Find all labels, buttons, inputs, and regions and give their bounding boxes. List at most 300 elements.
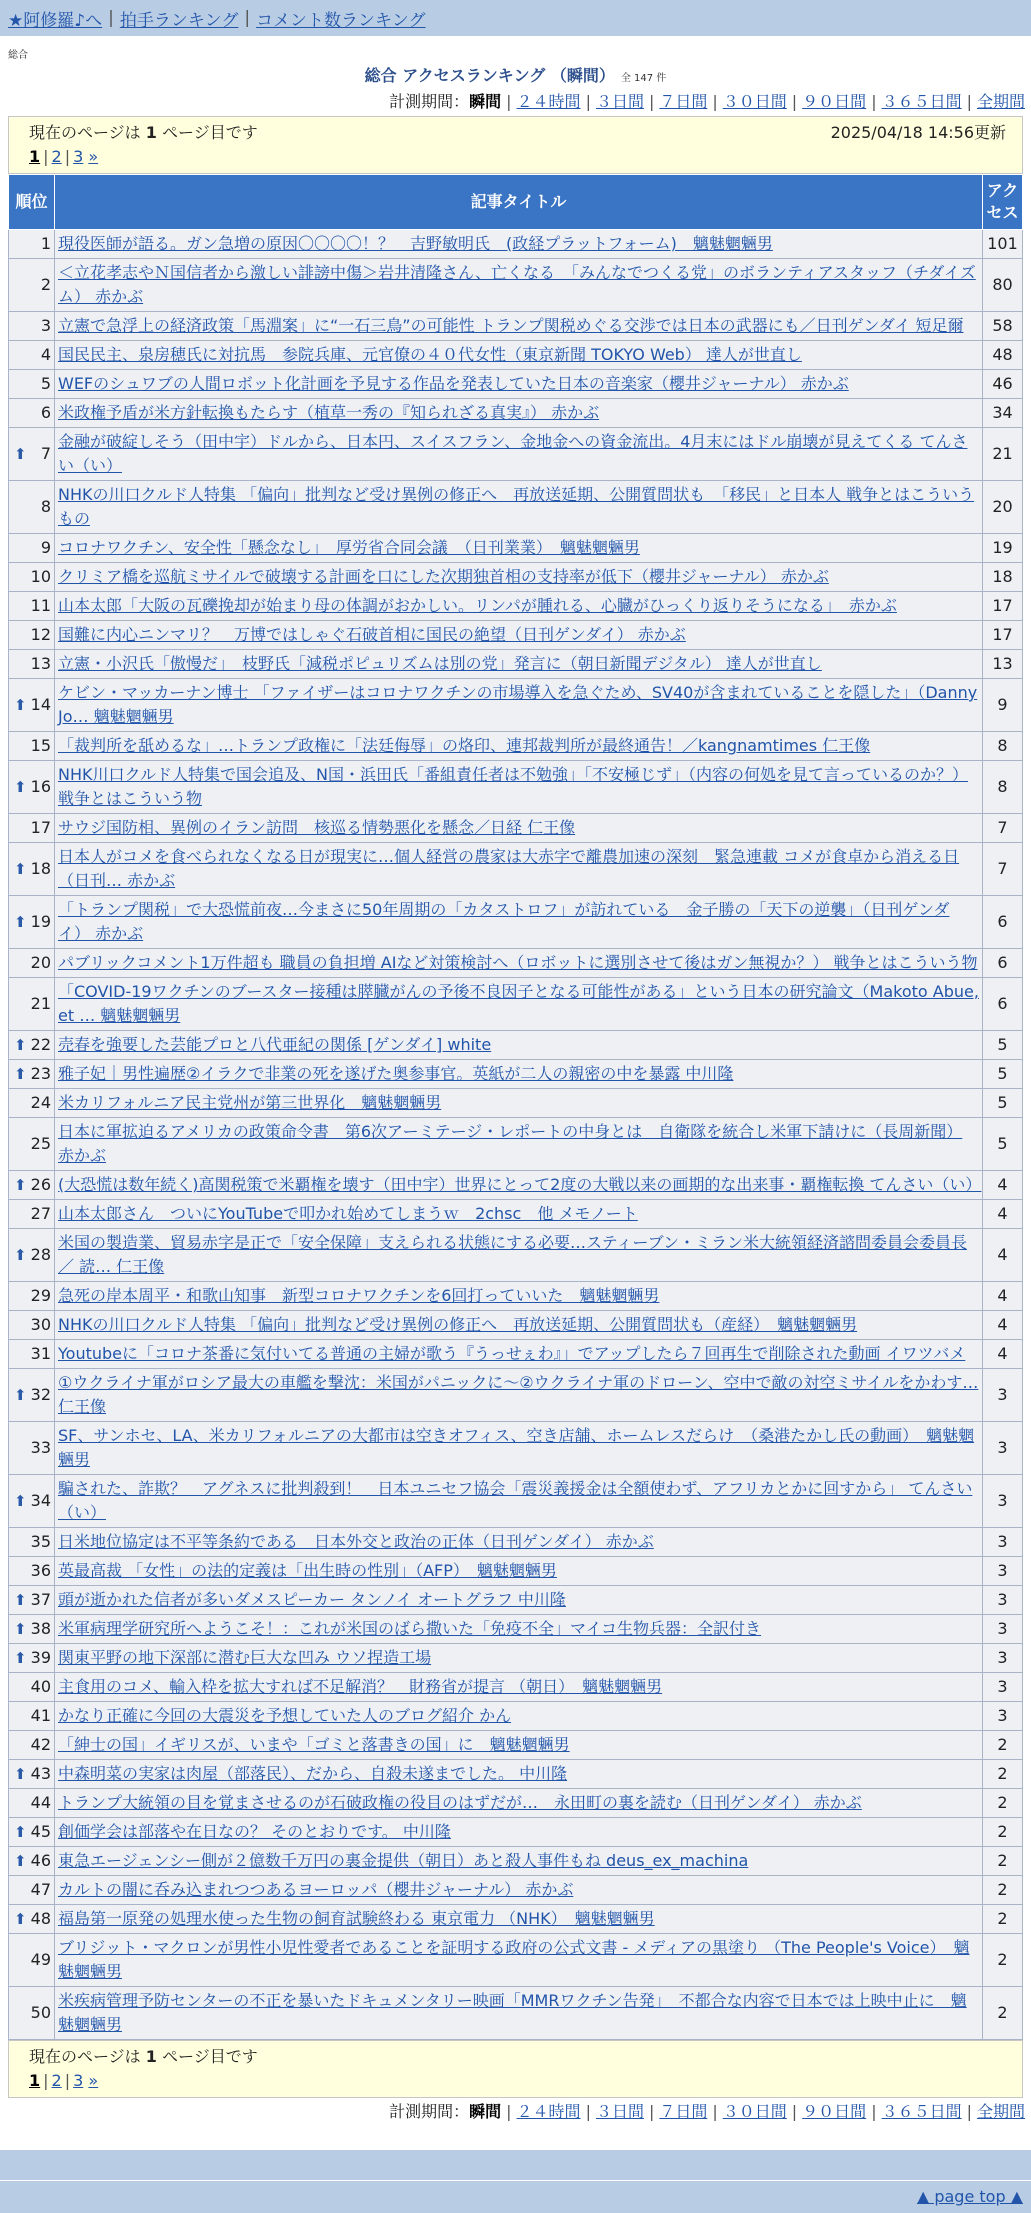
title-cell [55, 679, 983, 732]
up-arrow-icon: ⬆ [14, 860, 27, 878]
article-link[interactable]: WEFのシュワブの人間ロボット化計画を予見する作品を発表していた日本の音楽家（櫻井ジャーナル） 赤かぶ [58, 374, 849, 393]
title-cell [55, 428, 983, 481]
header-rank: 順位 [9, 175, 55, 230]
access-count: 2 [983, 1905, 1023, 1934]
table-row [9, 1118, 1023, 1171]
period-separator: | [506, 92, 512, 111]
rank-number: 35 [30, 1532, 51, 1551]
article-link[interactable]: 主食用のコメ、輸入枠を拡大すれば不足解消？ 財務省が提言 （朝日） 魑魅魍魎男 [58, 1677, 663, 1696]
rank-number: 24 [30, 1093, 51, 1112]
rank-number: 27 [30, 1204, 51, 1223]
period-separator: | [585, 2102, 591, 2121]
table-row [9, 1475, 1023, 1528]
article-link[interactable]: 関東平野の地下深部に潜む巨大な凹み ウソ捏造工場 [58, 1648, 432, 1667]
table-row [9, 534, 1023, 563]
title-cell [55, 1615, 983, 1644]
pager-page[interactable]: 2 [51, 2071, 62, 2090]
access-count: 2 [983, 1789, 1023, 1818]
rank-number: 34 [30, 1491, 51, 1510]
article-link[interactable]: 頭が逝かれた信者が多いダメスピーカー タンノイ オートグラフ 中川隆 [58, 1590, 566, 1609]
table-row [9, 1934, 1023, 1987]
page-info-bottom [8, 2040, 1023, 2098]
rank-number: 26 [30, 1175, 51, 1194]
rank-cell [9, 481, 55, 534]
period-label: 計測期間： [389, 92, 470, 111]
period-link[interactable]: ２４時間 [516, 2102, 581, 2121]
article-link[interactable]: 中森明菜の実家は肉屋（部落民）、だから、自殺未遂までした。 中川隆 [58, 1764, 568, 1783]
period-link[interactable]: ２４時間 [516, 92, 581, 111]
title-cell [55, 1171, 983, 1200]
pager-next[interactable]: » [88, 2071, 99, 2090]
rank-number: 50 [30, 2003, 51, 2022]
table-row [9, 679, 1023, 732]
access-count: 4 [983, 1340, 1023, 1369]
access-count: 7 [983, 814, 1023, 843]
period-separator: | [712, 92, 718, 111]
article-link[interactable]: 売春を強要した芸能プロと八代亜紀の関係 [ゲンダイ] white [58, 1035, 492, 1054]
article-link[interactable]: パブリックコメント1万件超も 職員の負担増 AIなど対策検討へ（ロボットに選別させて後はガン無視か？） 戦争とはこういう物 [58, 953, 978, 972]
rank-cell [9, 312, 55, 341]
access-count: 2 [983, 1760, 1023, 1789]
pager-page[interactable]: 3 [73, 2071, 84, 2090]
article-link[interactable]: 英最高裁 「女性」の法的定義は「出生時の性別」（AFP） 魑魅魍魎男 [58, 1561, 557, 1580]
table-row [9, 814, 1023, 843]
access-count: 3 [983, 1615, 1023, 1644]
table-row [9, 592, 1023, 621]
access-count: 21 [983, 428, 1023, 481]
rank-number: 48 [30, 1909, 51, 1928]
period-label: 計測期間： [389, 2102, 470, 2121]
article-link[interactable]: 現役医師が語る。ガン急増の原因〇〇〇〇！？ 吉野敏明氏 (政経プラットフォーム) 魑魅魍魎男 [58, 234, 773, 253]
table-row [9, 1789, 1023, 1818]
title-cell [55, 1789, 983, 1818]
period-selector-bottom [0, 2098, 1031, 2126]
article-link[interactable]: 「トランプ関税」で大恐慌前夜…今まさに50年周期の「カタストロフ」が訪れている 金子勝の「天下の逆襲」（日刊ゲンダイ） 赤かぶ [58, 900, 950, 943]
period-selector-top [0, 88, 1031, 116]
article-link[interactable]: 米カリフォルニア民主党州が第三世界化 魑魅魍魎男 [58, 1093, 442, 1112]
rank-number: 38 [30, 1619, 51, 1638]
period-link[interactable]: 全期間 [976, 2102, 1025, 2121]
access-count: 20 [983, 481, 1023, 534]
up-arrow-icon: ⬆ [14, 1852, 27, 1870]
rank-number: 30 [30, 1315, 51, 1334]
title-cell [55, 1586, 983, 1615]
table-row [9, 563, 1023, 592]
rank-cell [9, 1615, 55, 1644]
rank-cell [9, 341, 55, 370]
access-count: 3 [983, 1557, 1023, 1586]
period-link[interactable]: ３日間 [595, 92, 644, 111]
period-link[interactable]: ９０日間 [802, 2102, 867, 2121]
article-link[interactable]: SF、サンホセ、LA、米カリフォルニアの大都市は空きオフィス、空き店舗、ホームレスだらけ （桑港たかし氏の動画） 魑魅魍魎男 [58, 1426, 975, 1469]
article-link[interactable]: 雅子妃｜男性遍歴②イラクで非業の死を遂げた奥参事官。英紙が二人の親密の中を暴露 中川隆 [58, 1064, 734, 1083]
header-access: アクセス [983, 175, 1023, 230]
table-row [9, 1818, 1023, 1847]
table-row [9, 761, 1023, 814]
article-link[interactable]: NHK川口クルド人特集で国会追及、N国・浜田氏「番組責任者は不勉強」「不安極じず」（内容の何処を見て言っているのか？） 戦争とはこういう物 [58, 765, 968, 808]
period-current: 瞬間 [469, 92, 502, 111]
title-cell [55, 1760, 983, 1789]
pager-page[interactable]: 1 [29, 147, 41, 166]
article-link[interactable]: ケビン・マッカーナン博士 「ファイザーはコロナワクチンの市場導入を急ぐため、SV40が含まれていることを隠した」（Danny Jo… 魑魅魍魎男 [58, 683, 978, 726]
article-link[interactable]: 山本太郎「大阪の瓦礫挽却が始まり母の体調がおかしい。リンパが腫れる、心臓がひっくり返りそうになる」 赤かぶ [58, 596, 897, 615]
rank-number: 47 [30, 1880, 51, 1899]
table-row [9, 978, 1023, 1031]
article-link[interactable]: 日米地位協定は不平等条約である 日本外交と政治の正体（日刊ゲンダイ） 赤かぶ [58, 1532, 654, 1551]
page-top-bar [0, 2181, 1031, 2213]
access-count: 9 [983, 679, 1023, 732]
table-row [9, 259, 1023, 312]
title-cell [55, 1369, 983, 1422]
access-count: 101 [983, 230, 1023, 259]
title-cell [55, 1644, 983, 1673]
header-title: 記事タイトル [55, 175, 983, 230]
article-link[interactable]: 日本に軍拡迫るアメリカの政策命令書 第6次アーミテージ・レポートの中身とは 自衛隊を統合し米軍下請けに（長周新聞） 赤かぶ [58, 1122, 963, 1165]
title-cell [55, 1847, 983, 1876]
article-link[interactable]: 「紳士の国」イギリスが、いまや「ゴミと落書きの国」に 魑魅魍魎男 [58, 1735, 570, 1754]
article-link[interactable]: 「COVID-19ワクチンのブースター接種は膵臓がんの予後不良因子となる可能性がある」という日本の研究論文（Makoto Abue, et … 魑魅魍魎男 [58, 982, 979, 1025]
up-arrow-icon: ⬆ [14, 1823, 27, 1841]
period-link[interactable]: 全期間 [976, 92, 1025, 111]
title-cell [55, 1422, 983, 1475]
article-link[interactable]: かなり正確に今回の大震災を予想していた人のブログ紹介 かん [58, 1706, 512, 1725]
rank-number: 41 [30, 1706, 51, 1725]
access-count: 6 [983, 949, 1023, 978]
title-cell [55, 1876, 983, 1905]
rank-cell [9, 1229, 55, 1282]
table-row [9, 1702, 1023, 1731]
article-link[interactable]: サウジ国防相、異例のイラン訪問 核巡る情勢悪化を懸念／日経 仁王像 [58, 818, 576, 837]
rank-number: 3 [40, 316, 51, 335]
article-link[interactable]: 「裁判所を舐めるな」…トランプ政権に「法廷侮辱」の烙印、連邦裁判所が最終通告！／kangnamtimes 仁王像 [58, 736, 871, 755]
rank-cell [9, 1557, 55, 1586]
access-count: 80 [983, 259, 1023, 312]
pager-page[interactable]: 1 [29, 2071, 41, 2090]
table-row [9, 399, 1023, 428]
article-link[interactable]: 米疾病管理予防センターの不正を暴いたドキュメンタリー映画「MMRワクチン告発」 不都合な内容で日本では上映中止に 魑魅魍魎男 [58, 1991, 967, 2034]
table-row [9, 732, 1023, 761]
pagination-top [29, 145, 1006, 169]
period-separator: | [871, 92, 877, 111]
rank-number: 43 [30, 1764, 51, 1783]
period-link[interactable]: ９０日間 [802, 92, 867, 111]
rank-cell [9, 1282, 55, 1311]
rank-number: 17 [30, 818, 51, 837]
title-cell [55, 1475, 983, 1528]
title-cell [55, 1200, 983, 1229]
rank-number: 42 [30, 1735, 51, 1754]
article-link[interactable]: 日本人がコメを食べられなくなる日が現実に…個人経営の農家は大赤字で離農加速の深刻 緊急連載 コメが食卓から消える日（日刊… 赤かぶ [58, 847, 960, 890]
article-link[interactable]: ブリジット・マクロンが男性小児性愛者であることを証明する政府の公式文書 - メディアの黒塗り （The People's Voice） 魑魅魍魎男 [58, 1938, 970, 1981]
rank-number: 4 [40, 345, 51, 364]
rank-number: 14 [30, 695, 51, 714]
rank-cell [9, 1171, 55, 1200]
table-row [9, 1369, 1023, 1422]
rank-number: 45 [30, 1822, 51, 1841]
access-count: 3 [983, 1644, 1023, 1673]
rank-cell [9, 1789, 55, 1818]
article-link[interactable]: ＜立花孝志やＮ国信者から激しい誹謗中傷＞岩井清隆さん、亡くなる 「みんなでつくる党」のボランティアスタッフ（チダイズム） 赤かぶ [58, 263, 976, 306]
up-arrow-icon: ⬆ [14, 445, 27, 463]
rank-number: 49 [30, 1950, 51, 1969]
rank-number: 5 [40, 374, 51, 393]
table-row [9, 1282, 1023, 1311]
table-row [9, 896, 1023, 949]
page-title-text: 総合 アクセスランキング （瞬間） [364, 66, 615, 85]
pager-separator: | [64, 2071, 71, 2090]
title-cell [55, 1673, 983, 1702]
article-link[interactable]: NHKの川口クルド人特集 「偏向」批判など受け異例の修正へ 再放送延期、公開質問状も 「移民」と日本人 戦争とはこういうもの [58, 485, 975, 528]
access-count: 8 [983, 761, 1023, 814]
access-count: 3 [983, 1422, 1023, 1475]
rank-cell [9, 1876, 55, 1905]
table-row [9, 1847, 1023, 1876]
access-count: 3 [983, 1475, 1023, 1528]
access-count: 5 [983, 1060, 1023, 1089]
rank-cell [9, 1987, 55, 2040]
article-link[interactable]: 国民民主、泉房穂氏に対抗馬 参院兵庫、元官僚の４０代女性（東京新聞 TOKYO Web） 達人が世直し [58, 345, 802, 364]
table-row [9, 1987, 1023, 2040]
access-count: 3 [983, 1702, 1023, 1731]
article-link[interactable]: NHKの川口クルド人特集 「偏向」批判など受け異例の修正へ 再放送延期、公開質問状も（産経） 魑魅魍魎男 [58, 1315, 858, 1334]
title-cell [55, 650, 983, 679]
rank-cell [9, 843, 55, 896]
up-arrow-icon: ⬆ [14, 1246, 27, 1264]
table-row [9, 1905, 1023, 1934]
title-cell [55, 1934, 983, 1987]
article-link[interactable]: 創価学会は部落や在日なの？ そのとおりです。 中川隆 [58, 1822, 451, 1841]
rank-cell [9, 563, 55, 592]
table-row [9, 1731, 1023, 1760]
rank-cell [9, 1118, 55, 1171]
table-row [9, 1673, 1023, 1702]
rank-number: 31 [30, 1344, 51, 1363]
nav-link-ashura[interactable]: ★阿修羅♪へ [8, 10, 103, 31]
rank-number: 12 [30, 625, 51, 644]
rank-cell [9, 949, 55, 978]
rank-cell [9, 230, 55, 259]
rank-cell [9, 1586, 55, 1615]
article-link[interactable]: 東急エージェンシー側が２億数千万円の裏金提供（朝日）あと殺人事件もね deus_ex_machina [58, 1851, 749, 1870]
rank-cell [9, 650, 55, 679]
period-separator: | [648, 2102, 655, 2121]
access-count: 58 [983, 312, 1023, 341]
period-separator: | [791, 2102, 798, 2121]
up-arrow-icon: ⬆ [14, 1620, 27, 1638]
article-link[interactable]: 米軍病理学研究所へようこそ！：これが米国のばら撒いた「免疫不全」マイコ生物兵器：全訳付き [58, 1619, 762, 1638]
rank-cell [9, 1089, 55, 1118]
rank-number: 44 [30, 1793, 51, 1812]
table-row [9, 843, 1023, 896]
article-link[interactable]: 福島第一原発の処理水使った生物の飼育試験終わる 東京電力 （NHK） 魑魅魍魎男 [58, 1909, 655, 1928]
rank-number: 21 [30, 994, 51, 1013]
table-row [9, 1586, 1023, 1615]
period-link[interactable]: ３日間 [595, 2102, 644, 2121]
rank-cell [9, 761, 55, 814]
period-separator: | [966, 2102, 972, 2121]
rank-number: 18 [30, 859, 51, 878]
rank-number: 10 [30, 567, 51, 586]
rank-cell [9, 978, 55, 1031]
rank-cell [9, 534, 55, 563]
access-count: 5 [983, 1089, 1023, 1118]
table-row [9, 1760, 1023, 1789]
nav-link-comment-ranking[interactable]: コメント数ランキング [256, 10, 426, 31]
period-current: 瞬間 [469, 2102, 502, 2121]
pager-separator: | [43, 147, 49, 166]
access-count: 34 [983, 399, 1023, 428]
access-count: 4 [983, 1229, 1023, 1282]
article-link[interactable]: 立憲・小沢氏「傲慢だ」 枝野氏「減税ポピュリズムは別の党」発言に（朝日新聞デジタル） 達人が世直し [58, 654, 822, 673]
article-link[interactable]: 米政権予盾が米方針転換もたらす（植草一秀の『知られざる真実』） 赤かぶ [58, 403, 600, 422]
access-count: 8 [983, 732, 1023, 761]
pager-page[interactable]: 3 [73, 147, 84, 166]
page-info-top [8, 116, 1023, 174]
article-link[interactable]: 米国の製造業、貿易赤字是正で「安全保障」支えられる状態にする必要…スティーブン・ミラン米大統領経済諮問委員会委員長／ 読… 仁王像 [58, 1233, 967, 1276]
nav-separator: | [244, 8, 251, 28]
pager-separator: | [64, 147, 71, 166]
rank-cell [9, 1200, 55, 1229]
table-row [9, 481, 1023, 534]
rank-number: 7 [40, 444, 51, 463]
period-link[interactable]: ７日間 [659, 92, 708, 111]
access-count: 6 [983, 978, 1023, 1031]
rank-cell [9, 732, 55, 761]
table-row [9, 1340, 1023, 1369]
updated-timestamp: 2025/04/18 14:56更新 [830, 123, 1006, 142]
table-row [9, 1089, 1023, 1118]
up-arrow-icon: ⬆ [14, 1036, 27, 1054]
rank-number: 25 [30, 1134, 51, 1153]
rank-number: 39 [30, 1648, 51, 1667]
title-cell [55, 621, 983, 650]
rank-number: 37 [30, 1590, 51, 1609]
rank-cell [9, 1905, 55, 1934]
up-arrow-icon: ⬆ [14, 1765, 27, 1783]
rank-cell [9, 1847, 55, 1876]
rank-number: 28 [30, 1245, 51, 1264]
access-count: 4 [983, 1200, 1023, 1229]
current-page-text: 現在のページは 1 ページ目です [29, 123, 258, 142]
article-link[interactable]: (大恐慌は数年続く)高関税策で米覇権を壊す（田中宇）世界にとって2度の大戦以来の画期的な出来事・覇権転換 てんさい（い） [58, 1175, 982, 1194]
period-link[interactable]: ７日間 [659, 2102, 708, 2121]
period-separator: | [648, 92, 655, 111]
article-link[interactable]: ①ウクライナ軍がロシア最大の車艦を撃沈：米国がパニックに〜②ウクライナ軍のドローン、空中で敵の対空ミサイルをかわす… 仁王像 [58, 1373, 979, 1416]
article-link[interactable]: トランプ大統領の目を覚まさせるのが石破政権の役目のはずだが… 永田町の裏を読む（日刊ゲンダイ） 赤かぶ [58, 1793, 862, 1812]
up-arrow-icon: ⬆ [14, 913, 27, 931]
access-count: 2 [983, 1876, 1023, 1905]
access-count: 48 [983, 341, 1023, 370]
article-link[interactable]: 騙された、詐欺？ アグネスに批判殺到！ 日本ユニセフ協会「震災義援金は全額使わず、アフリカとかに回すから」 てんさい（い） [58, 1479, 973, 1522]
pager-separator: | [43, 2071, 49, 2090]
title-cell [55, 896, 983, 949]
table-row [9, 949, 1023, 978]
title-cell [55, 1987, 983, 2040]
ranking-table [8, 174, 1023, 2040]
period-link[interactable]: ３６５日間 [881, 92, 962, 111]
access-count: 2 [983, 1847, 1023, 1876]
access-count: 46 [983, 370, 1023, 399]
title-cell [55, 1311, 983, 1340]
rank-number: 9 [40, 538, 51, 557]
period-link[interactable]: ３６５日間 [881, 2102, 962, 2121]
rank-cell [9, 1644, 55, 1673]
up-arrow-icon: ⬆ [14, 696, 27, 714]
rank-number: 40 [30, 1677, 51, 1696]
table-row [9, 621, 1023, 650]
article-link[interactable]: 国難に内心ニンマリ？ 万博ではしゃぐ石破首相に国民の絶望（日刊ゲンダイ） 赤かぶ [58, 625, 686, 644]
article-link[interactable]: 立憲で急浮上の経済政策「馬淵案」に“一石三鳥”の可能性 トランプ関税めぐる交渉では日本の武器にも／日刊ゲンダイ 短足爾 [58, 316, 964, 335]
access-count: 3 [983, 1369, 1023, 1422]
rank-number: 11 [30, 596, 51, 615]
rank-number: 32 [30, 1385, 51, 1404]
title-cell [55, 949, 983, 978]
article-link[interactable]: コロナワクチン、安全性「懸念なし」 厚労省合同会議 （日刊業業） 魑魅魍魎男 [58, 538, 640, 557]
access-count: 6 [983, 896, 1023, 949]
up-arrow-icon: ⬆ [14, 1065, 27, 1083]
period-separator: | [966, 92, 972, 111]
rank-number: 36 [30, 1561, 51, 1580]
table-row [9, 341, 1023, 370]
table-row [9, 428, 1023, 481]
article-link[interactable]: カルトの闇に呑み込まれつつあるヨーロッパ（櫻井ジャーナル） 赤かぶ [58, 1880, 574, 1899]
period-link[interactable]: ３０日間 [722, 2102, 787, 2121]
rank-number: 8 [40, 497, 51, 516]
period-separator: | [712, 2102, 718, 2121]
table-row [9, 230, 1023, 259]
title-cell [55, 1340, 983, 1369]
rank-cell [9, 814, 55, 843]
table-row [9, 1876, 1023, 1905]
up-arrow-icon: ⬆ [14, 1591, 27, 1609]
title-cell [55, 1702, 983, 1731]
article-link[interactable]: 山本太郎さん ついにYouTubeで叩かれ始めてしまうｗ 2chsc 他 メモノート [58, 1204, 638, 1223]
table-row [9, 1200, 1023, 1229]
rank-number: 16 [30, 777, 51, 796]
access-count: 2 [983, 1987, 1023, 2040]
article-link[interactable]: 急死の岸本周平・和歌山知事 新型コロナワクチンを6回打っていいた 魑魅魍魎男 [58, 1286, 660, 1305]
rank-number: 2 [40, 275, 51, 294]
article-link[interactable]: クリミア橋を巡航ミサイルで破壊する計画を口にした次期独首相の支持率が低下（櫻井ジャーナル） 赤かぶ [58, 567, 829, 586]
pager-page[interactable]: 2 [51, 147, 62, 166]
rank-cell [9, 621, 55, 650]
rank-number: 13 [30, 654, 51, 673]
table-row [9, 1557, 1023, 1586]
title-cell [55, 370, 983, 399]
rank-number: 33 [30, 1438, 51, 1457]
table-row [9, 1644, 1023, 1673]
title-cell [55, 732, 983, 761]
table-row [9, 1031, 1023, 1060]
table-row [9, 1171, 1023, 1200]
table-row [9, 1060, 1023, 1089]
title-cell [55, 1060, 983, 1089]
rank-cell [9, 1060, 55, 1089]
rank-number: 20 [30, 953, 51, 972]
title-cell [55, 978, 983, 1031]
nav-link-applause-ranking[interactable]: 拍手ランキング [119, 10, 239, 31]
title-cell [55, 341, 983, 370]
article-link[interactable]: Youtubeに「コロナ茶番に気付いてる普通の主婦が歌う『うっせぇわ』」でアップしたら７回再生で削除された動画 イワツバメ [58, 1344, 966, 1363]
pager-next[interactable]: » [88, 147, 99, 166]
article-link[interactable]: 金融が破綻しそう（田中宇）ドルから、日本円、スイスフラン、金地金への資金流出。4月末にはドル崩壊が見えてくる てんさい（い） [58, 432, 968, 475]
page-top-link[interactable]: ▲ page top ▲ [916, 2187, 1023, 2206]
period-link[interactable]: ３０日間 [722, 92, 787, 111]
table-row [9, 370, 1023, 399]
table-row [9, 312, 1023, 341]
access-count: 13 [983, 650, 1023, 679]
access-count: 2 [983, 1731, 1023, 1760]
